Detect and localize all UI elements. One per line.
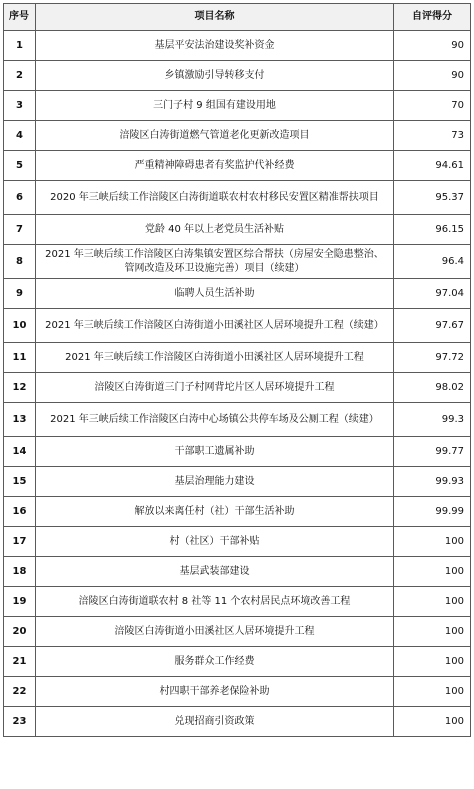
row-self-score: 100 <box>394 557 471 587</box>
row-project-name: 村（社区）干部补贴 <box>36 527 394 557</box>
row-serial-number: 10 <box>4 309 36 343</box>
row-serial-number: 9 <box>4 279 36 309</box>
row-self-score: 99.77 <box>394 437 471 467</box>
row-project-name: 乡镇激励引导转移支付 <box>36 61 394 91</box>
table-row <box>4 373 471 403</box>
row-serial-number: 5 <box>4 151 36 181</box>
table-row <box>4 527 471 557</box>
row-serial-number: 17 <box>4 527 36 557</box>
row-serial-number: 18 <box>4 557 36 587</box>
row-self-score: 100 <box>394 527 471 557</box>
row-self-score: 70 <box>394 91 471 121</box>
row-serial-number: 14 <box>4 437 36 467</box>
row-project-name: 兑现招商引资政策 <box>36 707 394 737</box>
row-project-name: 涪陵区白涛街道联农村 8 社等 11 个农村居民点环境改善工程 <box>36 587 394 617</box>
row-project-name: 解放以来离任村（社）干部生活补助 <box>36 497 394 527</box>
evaluation-table-container <box>3 3 470 737</box>
table-header-row <box>4 4 471 31</box>
row-self-score: 100 <box>394 647 471 677</box>
row-project-name: 临聘人员生活补助 <box>36 279 394 309</box>
row-project-name: 严重精神障碍患者有奖监护代补经费 <box>36 151 394 181</box>
table-row <box>4 215 471 245</box>
row-self-score: 95.37 <box>394 181 471 215</box>
row-self-score: 90 <box>394 61 471 91</box>
row-self-score: 97.72 <box>394 343 471 373</box>
header-project-name: 项目名称 <box>36 4 394 31</box>
row-self-score: 96.15 <box>394 215 471 245</box>
row-project-name: 2021 年三峡后续工作涪陵区白涛中心场镇公共停车场及公厕工程（续建） <box>36 403 394 437</box>
table-row <box>4 181 471 215</box>
row-serial-number: 6 <box>4 181 36 215</box>
row-self-score: 94.61 <box>394 151 471 181</box>
row-project-name: 党龄 40 年以上老党员生活补贴 <box>36 215 394 245</box>
row-self-score: 100 <box>394 677 471 707</box>
row-serial-number: 3 <box>4 91 36 121</box>
row-serial-number: 19 <box>4 587 36 617</box>
table-row <box>4 497 471 527</box>
row-project-name: 涪陵区白涛街道燃气管道老化更新改造项目 <box>36 121 394 151</box>
row-serial-number: 7 <box>4 215 36 245</box>
row-self-score: 100 <box>394 617 471 647</box>
row-serial-number: 8 <box>4 245 36 279</box>
table-row <box>4 245 471 279</box>
row-serial-number: 2 <box>4 61 36 91</box>
row-project-name: 涪陵区白涛街道小田溪社区人居环境提升工程 <box>36 617 394 647</box>
table-row <box>4 61 471 91</box>
row-self-score: 99.3 <box>394 403 471 437</box>
table-row <box>4 31 471 61</box>
table-row <box>4 617 471 647</box>
header-serial-number: 序号 <box>4 4 36 31</box>
row-serial-number: 4 <box>4 121 36 151</box>
row-serial-number: 13 <box>4 403 36 437</box>
table-row <box>4 557 471 587</box>
table-row <box>4 437 471 467</box>
row-self-score: 100 <box>394 707 471 737</box>
evaluation-table <box>3 3 471 737</box>
row-project-name: 2021 年三峡后续工作涪陵区白涛街道小田溪社区人居环境提升工程（续建） <box>36 309 394 343</box>
table-row <box>4 91 471 121</box>
row-project-name: 涪陵区白涛街道三门子村网背坨片区人居环境提升工程 <box>36 373 394 403</box>
row-serial-number: 1 <box>4 31 36 61</box>
row-self-score: 73 <box>394 121 471 151</box>
row-project-name: 干部职工遗属补助 <box>36 437 394 467</box>
table-row <box>4 467 471 497</box>
row-serial-number: 20 <box>4 617 36 647</box>
row-project-name: 2021 年三峡后续工作涪陵区白涛街道小田溪社区人居环境提升工程 <box>36 343 394 373</box>
row-self-score: 98.02 <box>394 373 471 403</box>
row-serial-number: 15 <box>4 467 36 497</box>
row-project-name: 基层武装部建设 <box>36 557 394 587</box>
row-self-score: 97.04 <box>394 279 471 309</box>
table-body <box>4 31 471 737</box>
row-project-name: 2020 年三峡后续工作涪陵区白涛街道联农村农村移民安置区精准帮扶项目 <box>36 181 394 215</box>
table-row <box>4 707 471 737</box>
row-serial-number: 21 <box>4 647 36 677</box>
row-serial-number: 22 <box>4 677 36 707</box>
table-row <box>4 403 471 437</box>
table-row <box>4 309 471 343</box>
row-self-score: 99.99 <box>394 497 471 527</box>
table-row <box>4 677 471 707</box>
table-row <box>4 647 471 677</box>
row-self-score: 97.67 <box>394 309 471 343</box>
row-self-score: 96.4 <box>394 245 471 279</box>
table-row <box>4 151 471 181</box>
row-serial-number: 16 <box>4 497 36 527</box>
row-self-score: 99.93 <box>394 467 471 497</box>
row-project-name: 三门子村 9 组国有建设用地 <box>36 91 394 121</box>
row-project-name: 服务群众工作经费 <box>36 647 394 677</box>
table-row <box>4 279 471 309</box>
table-row <box>4 121 471 151</box>
row-project-name: 村四职干部养老保险补助 <box>36 677 394 707</box>
row-serial-number: 12 <box>4 373 36 403</box>
table-row <box>4 587 471 617</box>
row-serial-number: 23 <box>4 707 36 737</box>
row-serial-number: 11 <box>4 343 36 373</box>
row-project-name: 2021 年三峡后续工作涪陵区白涛集镇安置区综合帮扶（房屋安全隐患整治、管网改造及环卫设施完善）项目（续建） <box>36 245 394 279</box>
row-project-name: 基层治理能力建设 <box>36 467 394 497</box>
table-row <box>4 343 471 373</box>
row-self-score: 90 <box>394 31 471 61</box>
header-self-score: 自评得分 <box>394 4 471 31</box>
row-self-score: 100 <box>394 587 471 617</box>
row-project-name: 基层平安法治建设奖补资金 <box>36 31 394 61</box>
